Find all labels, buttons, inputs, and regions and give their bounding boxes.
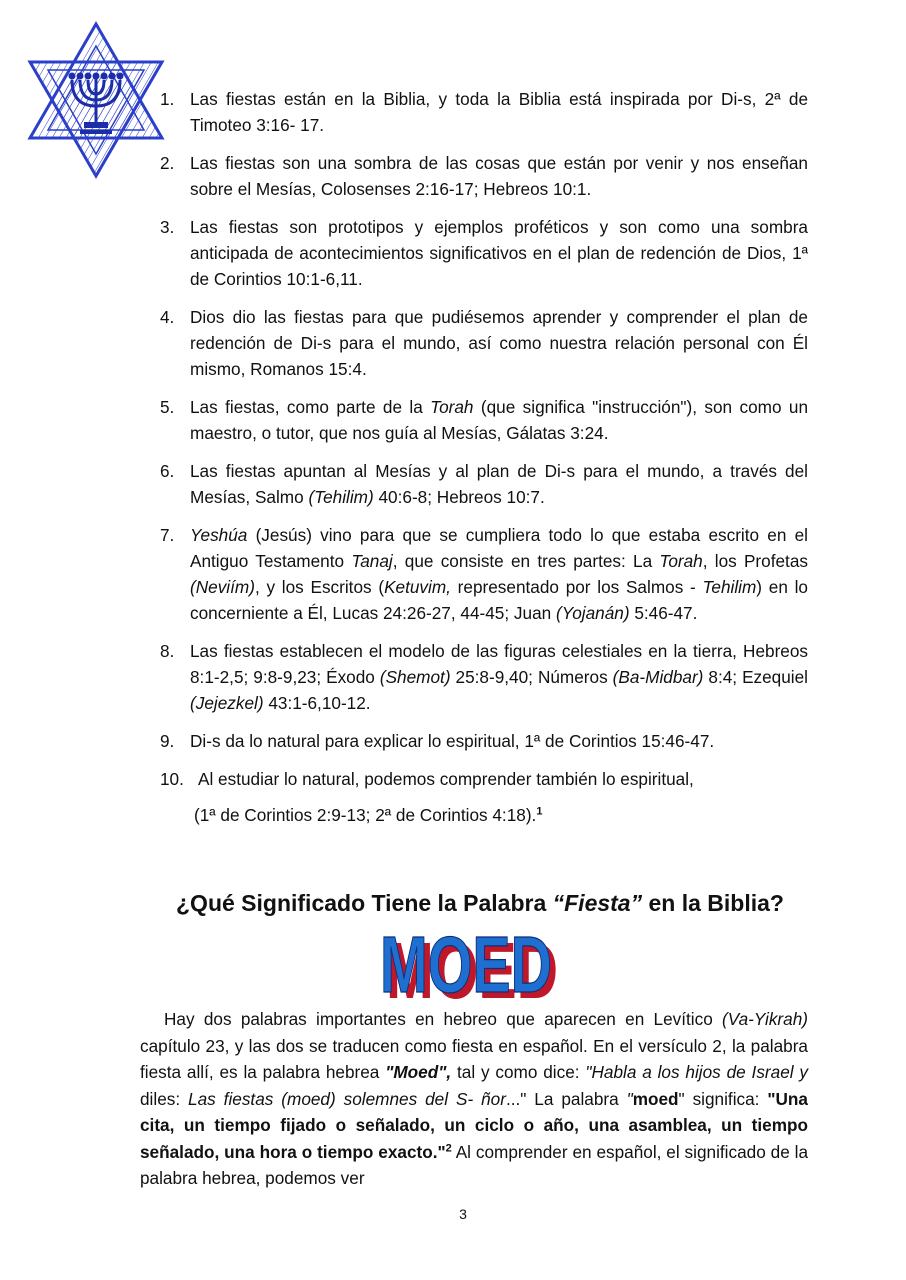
text-run: Las fiestas, como parte de la	[190, 397, 431, 417]
list-item-number: 8.	[160, 641, 175, 661]
list-item-text	[190, 731, 714, 751]
text-run: Dios dio las fiestas para que pudiésemos aprender y comprender el plan de redención de Di-s para el mundo, así como nuestra relación personal con Él mismo, Romanos 15:4.	[190, 307, 808, 379]
text-run: ) en lo concerniente a Él, Lucas 24:26-27, 44-45; Juan	[190, 577, 808, 623]
text-run: Di-s da lo natural para explicar lo espiritual, 1ª de Corintios 15:46-47.	[190, 731, 715, 751]
text-run: (Jesús) vino para que se cumpliera todo lo que estaba escrito en el Antiguo Testamento	[190, 525, 808, 571]
text-run: 40:6-8; Hebreos 10:7.	[373, 487, 545, 507]
list-item-number: 6.	[160, 461, 175, 481]
text-run: "Una cita, un tiempo fijado o señalado, un ciclo o año, una asamblea, un tiempo señalado, una hora o tiempo exacto."	[140, 1088, 808, 1162]
page-number: 3	[459, 1206, 467, 1222]
list-item-number: 7.	[160, 525, 175, 545]
list-item	[160, 86, 808, 138]
fiestas-list	[160, 86, 808, 828]
list-item-text	[190, 397, 808, 443]
text-run: Yeshúa	[190, 525, 248, 545]
list-item	[160, 214, 808, 292]
text-run: capítulo 23, y las dos se traducen como fiesta en español. En el versículo 2, la palabra fiesta allí, es la palabra hebrea	[140, 1035, 808, 1082]
list-item	[160, 522, 808, 626]
text-run: Tehilim	[702, 577, 757, 597]
text-run: Las fiestas son prototipos y ejemplos proféticos y son como una sombra anticipada de acontecimientos significativos en el plan de redención de Dios, 1ª de Corintios 10:1-6,11.	[190, 217, 808, 289]
list-item-text	[190, 307, 808, 379]
list-item	[160, 394, 808, 446]
text-run: 8:4; Ezequiel	[703, 667, 808, 687]
list-item	[160, 458, 808, 510]
text-run: , y los Escritos (	[254, 577, 385, 597]
list-item-number: 10.	[160, 769, 184, 789]
continuation-text: (1ª de Corintios 2:9-13; 2ª de Corintios 4:18).	[194, 805, 537, 825]
text-run: , los Profetas	[702, 551, 808, 571]
list-item-number: 5.	[160, 397, 175, 417]
text-run: (que significa "instrucción"), son como un maestro, o tutor, que nos guía al Mesías, Gálatas 3:24.	[190, 397, 809, 443]
moed-wordart	[376, 926, 562, 1002]
text-run: "	[626, 1088, 633, 1109]
text-run: Las fiestas apuntan al Mesías y al plan de Di-s para el mundo, a través del Mesías, Salmo	[190, 461, 808, 507]
text-run: Hay dos palabras importantes en hebreo que aparecen en Levítico	[164, 1009, 723, 1029]
star-of-david-menorah-icon	[16, 20, 176, 180]
list-item-text	[190, 89, 808, 135]
text-run: representado por los Salmos -	[450, 577, 703, 597]
list-item	[160, 304, 808, 382]
list-item-number: 3.	[160, 217, 175, 237]
star-of-david-logo	[16, 20, 176, 180]
text-run: 43:1-6,10-12.	[263, 693, 371, 713]
moed-wordart-graphic	[376, 926, 562, 1002]
list-item-number: 1.	[160, 89, 175, 109]
text-run: Torah	[659, 551, 703, 571]
text-run: (Jejezkel)	[190, 693, 264, 713]
list-item	[160, 638, 808, 716]
text-run: ¿Qué Significado Tiene la Palabra	[176, 890, 553, 916]
text-run: “Fiesta”	[552, 890, 643, 916]
list-continuation	[160, 802, 808, 828]
text-run: en la Biblia?	[642, 890, 784, 916]
list-item	[160, 728, 808, 754]
footnote-ref: 1	[536, 805, 543, 818]
text-run: 25:8-9,40; Números	[450, 667, 613, 687]
text-run: (Yojanán)	[555, 603, 630, 623]
text-run: Las fiestas (moed) solemnes del S- ñor	[188, 1088, 506, 1109]
moed-paragraph	[140, 1006, 808, 1192]
list-item-text	[198, 769, 694, 789]
text-run: Torah	[430, 397, 474, 417]
text-run: (Ba-Midbar)	[612, 667, 704, 687]
list-item-text	[190, 153, 808, 199]
list-item-text	[190, 525, 808, 623]
text-run: Al comprender en español, el significado de la palabra hebrea, podemos ver	[140, 1141, 808, 1188]
text-run: (Neviím)	[190, 577, 255, 597]
text-run: , que consiste en tres partes: La	[392, 551, 660, 571]
footnote-ref: 2	[445, 1141, 452, 1154]
list-item-number: 2.	[160, 153, 175, 173]
text-run: Ketuvim,	[384, 577, 451, 597]
svg-text:MOED: MOED	[386, 926, 558, 1002]
list-item-text	[190, 641, 808, 713]
list-item-number: 9.	[160, 731, 175, 751]
list-item-number: 4.	[160, 307, 175, 327]
text-run: (Va-Yikrah)	[722, 1009, 808, 1029]
svg-text:MOED: MOED	[380, 926, 552, 1002]
list-item-text	[190, 217, 808, 289]
text-run: " significa:	[678, 1088, 768, 1109]
text-run: Las fiestas están en la Biblia, y toda la Biblia está inspirada por Di-s, 2ª de Timoteo 3:16- 17.	[190, 89, 808, 135]
text-run: "Moed",	[385, 1062, 452, 1082]
list-item-text	[190, 461, 808, 507]
text-run: (Shemot)	[379, 667, 451, 687]
text-run: "Habla a los hijos de Israel y	[585, 1062, 808, 1082]
list-item	[160, 150, 808, 202]
section-heading	[0, 890, 906, 917]
text-run: Las fiestas establecen el modelo de las figuras celestiales en la tierra, Hebreos 8:1-2,5; 9:8-9,23; Éxodo	[190, 641, 808, 687]
text-run: (Tehilim)	[308, 487, 374, 507]
text-run: ..." La palabra	[505, 1088, 627, 1109]
text-run: diles:	[140, 1088, 189, 1109]
text-run: Las fiestas son una sombra de las cosas que están por venir y nos enseñan sobre el Mesías, Colosenses 2:16-17; Hebreos 10:1.	[190, 153, 808, 199]
text-run: Al estudiar lo natural, podemos comprender también lo espiritual,	[198, 769, 694, 789]
text-run: tal y como dice:	[451, 1062, 586, 1082]
text-run: moed	[632, 1088, 679, 1109]
text-run: 5:46-47.	[629, 603, 698, 623]
text-run: Tanaj	[351, 551, 393, 571]
list-item	[160, 766, 808, 792]
